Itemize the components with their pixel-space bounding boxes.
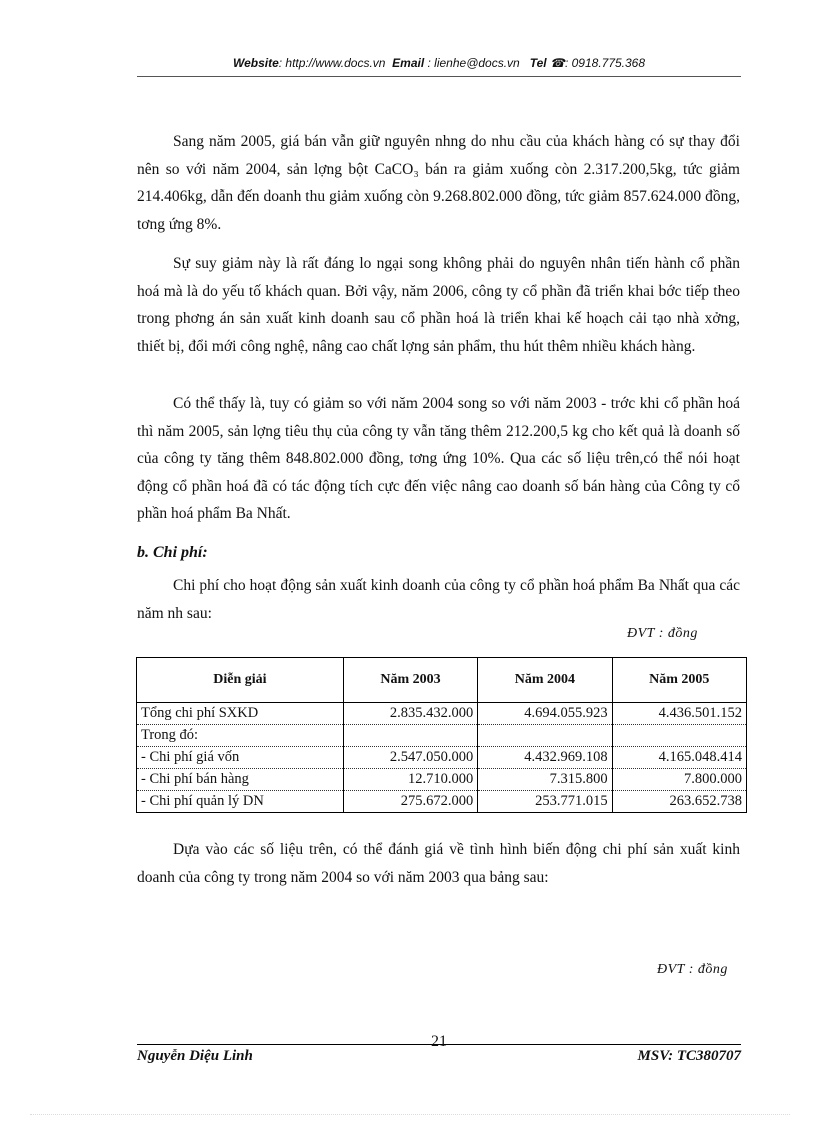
cell-value: 7.800.000 [612,769,746,791]
bottom-divider [30,1114,790,1115]
unit-label-2: ĐVT : đồng [657,962,728,977]
cell-value: 4.165.048.414 [612,747,746,769]
page-number: 21 [431,1033,447,1050]
cell-value: 2.835.432.000 [343,703,477,725]
tel-label: Tel [529,56,547,70]
paragraph-comparison-2003: Có thể thấy là, tuy có giảm so với năm 2004 song so với năm 2003 - trớc khi cổ phần hoá thì năm 2005, sản lợng tiêu thụ của công ty vẫn tăng thêm 212.200,5 kg cho kết quả là doanh số của công ty tăng thêm 848.802.000 đồng, tơng ứng 10%. Qua các số liệu trên,có thể nói hoạt động cổ phần hoá đã có tác động tích cực đến việc nâng cao doanh số bán hàng của Công ty cổ phần hoá phẩm Ba Nhất. [137,395,740,522]
column-header: Năm 2003 [343,658,477,703]
email-label: Email [392,56,425,70]
cell-value: 263.652.738 [612,791,746,813]
website-label: Website [232,56,279,70]
cost-table [136,657,747,813]
paragraph-cost-intro: Chi phí cho hoạt động sản xuất kinh doanh của công ty cổ phần hoá phẩm Ba Nhất qua các năm nh sau: [137,577,740,622]
cell-value [343,725,477,747]
column-header: Năm 2004 [478,658,612,703]
cell-value [612,725,746,747]
row-label: - Chi phí quản lý DN [137,791,344,813]
row-label: Trong đó: [137,725,344,747]
cell-value: 4.432.969.108 [478,747,612,769]
page-footer [137,1033,741,1064]
column-header: Năm 2005 [612,658,746,703]
row-label: - Chi phí giá vốn [137,747,344,769]
table-row [137,747,747,769]
column-header: Diễn giải [137,658,344,703]
cell-value: 4.436.501.152 [612,703,746,725]
cell-value: 12.710.000 [343,769,477,791]
unit-label: ĐVT : đồng [627,626,698,641]
table-row [137,725,747,747]
tel-value: : 0918.775.368 [564,56,646,70]
row-label: Tổng chi phí SXKD [137,703,344,725]
cell-value: 7.315.800 [478,769,612,791]
table-row [137,703,747,725]
table-header-row [137,658,747,703]
cell-value: 4.694.055.923 [478,703,612,725]
table-row [137,769,747,791]
section-heading-costs: b. Chi phí: [137,544,208,561]
cell-value: 2.547.050.000 [343,747,477,769]
cell-value: 253.771.015 [478,791,612,813]
page-header [137,56,741,77]
website-value: : http://www.docs.vn [278,56,386,70]
cell-value [478,725,612,747]
paragraph-revenue-2005: Sang năm 2005, giá bán vẫn giữ nguyên nhng do nhu cầu của khách hàng có sự thay đổi nên so với năm 2004, sản lợng bột CaCO₃ bán ra giảm xuống còn 2.317.200,5kg, tức giảm 214.406kg, dẫn đến doanh thu giảm xuống còn 9.268.802.000 đồng, tức giảm 857.624.000 đồng, tơng ứng 8%. [137,133,740,233]
student-id: MSV: TC380707 [637,1048,741,1064]
email-value: : lienhe@docs.vn [427,56,520,70]
author-name: Nguyễn Diệu Linh [137,1048,253,1064]
phone-icon: ☎ [550,56,565,70]
cell-value: 275.672.000 [343,791,477,813]
paragraph-closing: Dựa vào các số liệu trên, có thể đánh giá về tình hình biến động chi phí sản xuất kinh doanh của công ty trong năm 2004 so với năm 2003 qua bảng sau: [137,841,740,886]
table-row [137,791,747,813]
row-label: - Chi phí bán hàng [137,769,344,791]
paragraph-decline-analysis: Sự suy giảm này là rất đáng lo ngại song không phải do nguyên nhân tiến hành cổ phần hoá mà là do yếu tố khách quan. Bởi vậy, năm 2006, công ty cổ phần đã triển khai bớc tiếp theo trong phơng án sản xuất kinh doanh sau cổ phần hoá là triển khai kế hoạch cải tạo nhà xởng, thiết bị, đổi mới công nghệ, nâng cao chất lợng sản phẩm, thu hút thêm nhiều khách hàng. [137,255,740,355]
